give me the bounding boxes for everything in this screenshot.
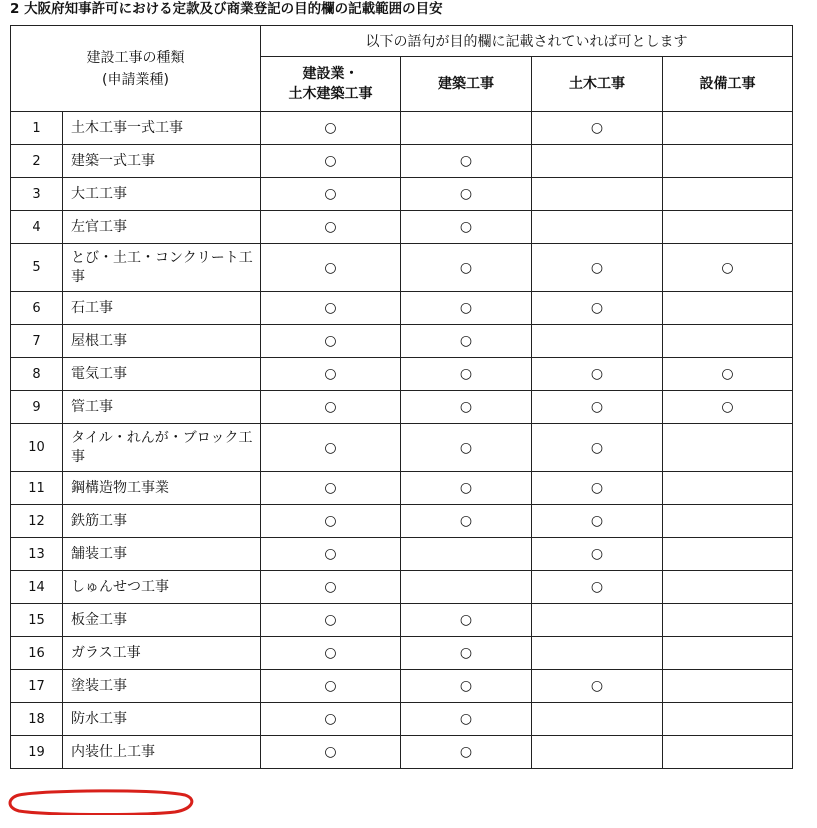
work-type-name: 土木工事一式工事 xyxy=(63,112,261,145)
table-row xyxy=(11,538,793,571)
work-type-name: しゅんせつ工事 xyxy=(63,571,261,604)
mark-cell xyxy=(401,244,532,292)
mark-cell xyxy=(261,670,401,703)
row-number: 9 xyxy=(11,391,63,424)
mark-cell xyxy=(663,178,793,211)
circle-mark: ○ xyxy=(324,711,337,727)
group-header: 以下の語句が目的欄に記載されていれば可とします xyxy=(261,26,793,57)
work-type-name: 鉄筋工事 xyxy=(63,505,261,538)
mark-cell xyxy=(532,391,663,424)
work-type-name: 鋼構造物工事業 xyxy=(63,472,261,505)
table-row xyxy=(11,211,793,244)
circle-mark: ○ xyxy=(324,513,337,529)
table-row xyxy=(11,292,793,325)
work-type-name: ガラス工事 xyxy=(63,637,261,670)
mark-cell xyxy=(401,637,532,670)
mark-cell xyxy=(532,637,663,670)
mark-cell xyxy=(532,244,663,292)
circle-mark: ○ xyxy=(459,513,473,529)
row-number: 15 xyxy=(11,604,63,637)
column-header-equipment: 設備工事 xyxy=(663,57,793,112)
table-row xyxy=(11,736,793,769)
circle-mark: ○ xyxy=(721,259,734,276)
work-type-name: 舗装工事 xyxy=(63,538,261,571)
mark-cell xyxy=(663,292,793,325)
work-type-name: 防水工事 xyxy=(63,703,261,736)
mark-cell xyxy=(663,325,793,358)
row-number: 1 xyxy=(11,112,63,145)
mark-cell xyxy=(401,424,532,472)
mark-cell xyxy=(261,325,401,358)
mark-cell xyxy=(532,703,663,736)
mark-cell xyxy=(401,736,532,769)
mark-cell xyxy=(532,505,663,538)
mark-cell xyxy=(261,637,401,670)
mark-cell xyxy=(401,571,532,604)
mark-cell xyxy=(401,112,532,145)
table-row xyxy=(11,391,793,424)
mark-cell xyxy=(261,244,401,292)
work-type-name: 左官工事 xyxy=(63,211,261,244)
mark-cell xyxy=(663,244,793,292)
circle-mark: ○ xyxy=(590,513,604,529)
mark-cell xyxy=(532,604,663,637)
circle-mark: ○ xyxy=(324,333,337,349)
row-number: 12 xyxy=(11,505,63,538)
circle-mark: ○ xyxy=(459,153,473,169)
mark-cell xyxy=(663,391,793,424)
mark-cell xyxy=(663,703,793,736)
row-number: 10 xyxy=(11,424,63,472)
document-title: 2 大阪府知事許可における定款及び商業登記の目的欄の記載範囲の目安 xyxy=(10,1,443,17)
circle-mark: ○ xyxy=(590,439,604,456)
column-header-construction: 建設業・ 土木建築工事 xyxy=(261,57,401,112)
circle-mark: ○ xyxy=(324,439,337,456)
mark-cell xyxy=(401,391,532,424)
work-type-name: 屋根工事 xyxy=(63,325,261,358)
circle-mark: ○ xyxy=(324,366,337,382)
mark-cell xyxy=(663,604,793,637)
circle-mark: ○ xyxy=(459,678,473,694)
table-row xyxy=(11,244,793,292)
mark-cell xyxy=(261,391,401,424)
circle-mark: ○ xyxy=(590,300,604,316)
circle-mark: ○ xyxy=(324,678,337,694)
mark-cell xyxy=(663,472,793,505)
mark-cell xyxy=(532,538,663,571)
table-row xyxy=(11,505,793,538)
circle-mark: ○ xyxy=(324,153,337,169)
work-type-name: 石工事 xyxy=(63,292,261,325)
circle-mark: ○ xyxy=(324,399,337,415)
mark-cell xyxy=(401,145,532,178)
mark-cell xyxy=(532,211,663,244)
circle-mark: ○ xyxy=(459,219,473,235)
mark-cell xyxy=(532,292,663,325)
work-type-name: 内装仕上工事 xyxy=(63,736,261,769)
circle-mark: ○ xyxy=(721,399,734,415)
mark-cell xyxy=(261,505,401,538)
circle-mark: ○ xyxy=(459,186,473,202)
mark-cell xyxy=(261,292,401,325)
mark-cell xyxy=(261,472,401,505)
mark-cell xyxy=(401,538,532,571)
circle-mark: ○ xyxy=(324,579,337,595)
circle-mark: ○ xyxy=(590,399,604,415)
mark-cell xyxy=(532,325,663,358)
mark-cell xyxy=(663,358,793,391)
mark-cell xyxy=(401,505,532,538)
work-type-name: 建築一式工事 xyxy=(63,145,261,178)
mark-cell xyxy=(401,604,532,637)
circle-mark: ○ xyxy=(459,744,473,760)
row-number: 19 xyxy=(11,736,63,769)
circle-mark: ○ xyxy=(324,186,337,202)
row-number: 18 xyxy=(11,703,63,736)
circle-mark: ○ xyxy=(459,259,473,276)
mark-cell xyxy=(663,145,793,178)
mark-cell xyxy=(532,472,663,505)
mark-cell xyxy=(261,178,401,211)
circle-mark: ○ xyxy=(459,612,473,628)
mark-cell xyxy=(401,670,532,703)
table-row xyxy=(11,358,793,391)
mark-cell xyxy=(532,112,663,145)
row-number: 7 xyxy=(11,325,63,358)
table-row xyxy=(11,703,793,736)
circle-mark: ○ xyxy=(590,259,604,276)
table-row xyxy=(11,571,793,604)
circle-mark: ○ xyxy=(590,120,604,136)
row-number: 13 xyxy=(11,538,63,571)
mark-cell xyxy=(401,703,532,736)
circle-mark: ○ xyxy=(459,333,473,349)
mark-cell xyxy=(401,358,532,391)
mark-cell xyxy=(261,145,401,178)
row-number: 11 xyxy=(11,472,63,505)
mark-cell xyxy=(663,112,793,145)
circle-mark: ○ xyxy=(590,579,604,595)
work-type-name: とび・土工・コンクリート工事 xyxy=(63,244,261,292)
mark-cell xyxy=(401,178,532,211)
circle-mark: ○ xyxy=(324,546,337,562)
table-row xyxy=(11,472,793,505)
work-type-name: タイル・れんが・ブロック工事 xyxy=(63,424,261,472)
mark-cell xyxy=(663,670,793,703)
circle-mark: ○ xyxy=(459,480,473,496)
mark-cell xyxy=(532,424,663,472)
work-type-name: 大工工事 xyxy=(63,178,261,211)
circle-mark: ○ xyxy=(324,219,337,235)
table-body xyxy=(11,112,793,769)
circle-mark: ○ xyxy=(459,645,473,661)
row-number: 5 xyxy=(11,244,63,292)
circle-mark: ○ xyxy=(459,399,473,415)
kind-header xyxy=(11,26,261,112)
mark-cell xyxy=(261,571,401,604)
criteria-table-wrap xyxy=(10,25,793,769)
circle-mark: ○ xyxy=(324,612,337,628)
mark-cell xyxy=(532,178,663,211)
mark-cell xyxy=(401,292,532,325)
mark-cell xyxy=(401,472,532,505)
mark-cell xyxy=(663,505,793,538)
mark-cell xyxy=(663,211,793,244)
mark-cell xyxy=(261,211,401,244)
row-number: 8 xyxy=(11,358,63,391)
table-row xyxy=(11,178,793,211)
circle-mark: ○ xyxy=(324,300,337,316)
circle-mark: ○ xyxy=(324,645,337,661)
circle-mark: ○ xyxy=(459,711,473,727)
mark-cell xyxy=(261,604,401,637)
mark-cell xyxy=(401,325,532,358)
row-number: 4 xyxy=(11,211,63,244)
work-type-name: 電気工事 xyxy=(63,358,261,391)
red-circle-annotation xyxy=(5,789,195,815)
table-row xyxy=(11,145,793,178)
circle-mark: ○ xyxy=(459,300,473,316)
mark-cell xyxy=(532,571,663,604)
mark-cell xyxy=(663,637,793,670)
mark-cell xyxy=(261,112,401,145)
mark-cell xyxy=(663,538,793,571)
row-number: 17 xyxy=(11,670,63,703)
mark-cell xyxy=(261,358,401,391)
kind-header-label: 建設工事の種類 (申請業種) xyxy=(86,49,185,88)
table-row xyxy=(11,325,793,358)
mark-cell xyxy=(261,703,401,736)
column-header-building: 建築工事 xyxy=(401,57,532,112)
criteria-table xyxy=(10,25,793,769)
mark-cell xyxy=(532,145,663,178)
row-number: 2 xyxy=(11,145,63,178)
mark-cell xyxy=(401,211,532,244)
row-number: 14 xyxy=(11,571,63,604)
circle-mark: ○ xyxy=(590,366,604,382)
table-row xyxy=(11,637,793,670)
row-number: 16 xyxy=(11,637,63,670)
circle-mark: ○ xyxy=(459,439,473,456)
mark-cell xyxy=(261,736,401,769)
circle-mark: ○ xyxy=(590,546,604,562)
row-number: 6 xyxy=(11,292,63,325)
mark-cell xyxy=(261,538,401,571)
circle-mark: ○ xyxy=(721,366,734,382)
work-type-name: 塗装工事 xyxy=(63,670,261,703)
table-row xyxy=(11,604,793,637)
mark-cell xyxy=(663,424,793,472)
circle-mark: ○ xyxy=(459,366,473,382)
mark-cell xyxy=(663,736,793,769)
circle-mark: ○ xyxy=(590,678,604,694)
circle-mark: ○ xyxy=(324,259,337,276)
mark-cell xyxy=(261,424,401,472)
table-row xyxy=(11,424,793,472)
work-type-name: 板金工事 xyxy=(63,604,261,637)
mark-cell xyxy=(532,358,663,391)
mark-cell xyxy=(663,571,793,604)
circle-mark: ○ xyxy=(324,120,337,136)
mark-cell xyxy=(532,670,663,703)
column-header-civil: 土木工事 xyxy=(532,57,663,112)
work-type-name: 管工事 xyxy=(63,391,261,424)
circle-mark: ○ xyxy=(324,744,337,760)
row-number: 3 xyxy=(11,178,63,211)
mark-cell xyxy=(532,736,663,769)
circle-mark: ○ xyxy=(324,480,337,496)
table-row xyxy=(11,670,793,703)
circle-mark: ○ xyxy=(590,480,604,496)
table-row xyxy=(11,112,793,145)
